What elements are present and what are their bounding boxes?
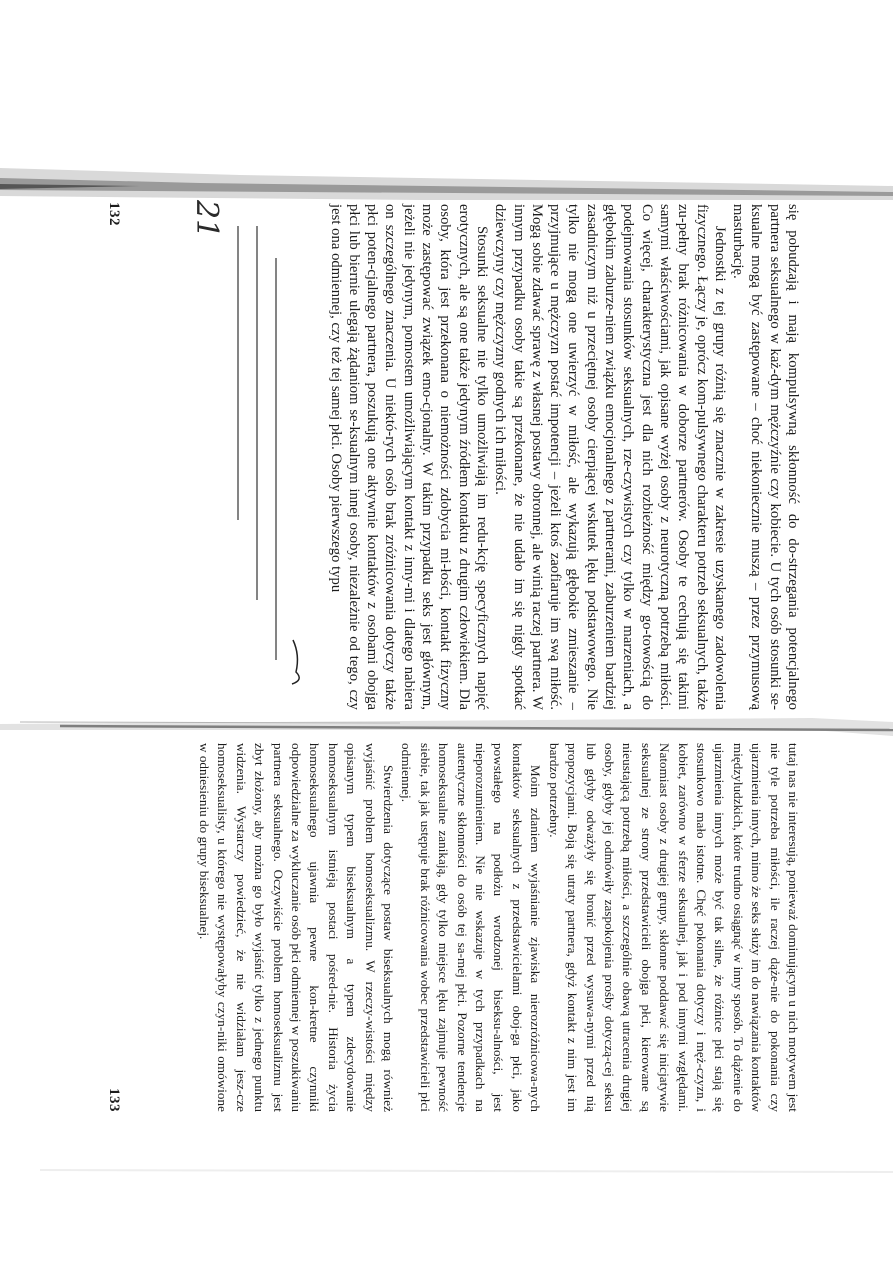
page-133-text (195, 743, 802, 1112)
paragraph: się pobudzają i mają kompulsywną skłonność do do-strzegania potencjalnego partnera seksualnego w każ-dym mężczyźnie czy kobiecie. U tych osób stosunki se-ksualne mogą być zastępowane – choć niekoniecznie muszą – przez przymusową masturbację. (730, 204, 801, 710)
paragraph: Stosunki seksualne nie tylko umożliwiają im redu-kcję specyficznych napięć erotycznych, ale są one także jedynym źródłem kontaktu z drugim człowiekiem. Dla osoby, która jest przekonana o niemożności zdobycia mi-łości, kontakt fizyczny może zastępować związek emo-cjonalny. W takim przypadku seks jest głównym, jeżeli nie jedynym, pomostem umożliwiającym kontakt z inny-mi i dlatego nabiera on szczególnego znaczenia. U niektó-rych osób brak zróżnicowania dotyczy także płci poten-cjalnego partnera, poszukują one aktywnie kontaktów z osobami obojga płci lub biernie ulegają żądaniom se-ksualnym innej osoby, niezależnie od tego, czy jest ona odmiennej, czy też tej samej płci. Osoby pierwszego typu (327, 204, 490, 710)
page-number: 133 (106, 1088, 122, 1112)
handwritten-margin-note: 21 (189, 200, 224, 239)
book-page-133 (88, 735, 812, 1120)
paragraph: Jednostki z tej grupy różnią się znacznie w zakresie uzyskanego zadowolenia fizycznego. Łączy je, oprócz kom-pulsywnego charakteru potrzeb seksualnych, także zu-pełny brak różnicowania w doborze partnerów. Osoby te cechują się takimi samymi właściwościami, jak opisane wyżej osoby z neurotyczną potrzebą miłości. Co więcej, charakterystyczna jest dla nich rozbieżność między go-towością do podejmowania stosunków seksualnych, rze-czywistych czy tylko w marzeniach, a głębokim zaburze-niem związku emocjonalnego z partnerami, zaburzeniem bardziej zasadniczym niż u przeciętnej osoby cierpiącej wskutek lęku podstawowego. Nie tylko nie mogą one uwierzyć w miłość, ale wykazują głębokie zmieszanie – przyjmujące u mężczyzn postać impotencji – jeżeli ktoś zaofiaruje im swą miłość. Mogą sobie zdawać sprawę z własnej postawy obronnej, ale winią raczej partnera. W innym przypadku osoby takie są przekonane, że nie udało im się nigdy spotkać dziewczyny czy mężczyzny godnych ich miłości. (492, 204, 728, 710)
paragraph: Moim zdaniem wyjaśnianie zjawiska nierozróżnicowa-nych kontaktów seksualnych z przedstawicielami oboj-ga płci, jako powstałego na podłożu wrodzonej biseksu-alności, jest nieporozumieniem. Nie nie wskazuje w tych przypadkach na autentyczne skłonności do osób tej sa-mej płci. Pozorne tendencje homoseksualne zanikają, gdy tylko miejsce lęku zajmuje pewność siebie, tak jak ustępuje brak różnicowania wobec przedstawicieli płci odmiennej. (399, 743, 544, 1112)
page-132-text (326, 204, 802, 710)
paragraph: tutaj nas nie interesują, ponieważ dominującym u nich motywem jest nie tyle potrzeba miłości, ile raczej dąże-nie do pokonania czy ujarzmienia innych, mimo że seks służy im do nawiązania kontaktów międzyludzkich, które trudno osiągnąć w inny sposób. To dążenie do ujarzmienia innych może być tak silne, że różnice płci stają się stosunkowo mało istotne. Chęć pokonania dotyczy i męż-czyzn, i kobiet, zarówno w sferze seksualnej, jak i pod innymi względami. Natomiast osoby z drugiej grupy, skłonne poddawać się inicjatywie seksualnej ze strony przedstawicieli obojga płci, kierowane są nieustającą potrzebą miłości, a szczególnie obawą utracenia drugiej osoby, gdyby jej odmówiły zaspokojenia prośby dotyczą-cej seksu lub gdyby odważyły się bronić przed wysuwa-nymi przed nią propozycjami. Boją się utraty partnera, gdyż kontakt z nim jest im bardzo potrzebny. (546, 743, 801, 1112)
book-page-132 (88, 196, 812, 718)
paragraph: Stwierdzenia dotyczące postaw biseksualnych mogą również wyjaśnić problem homoseksualizmu. W rzeczy-wistości między opisanym typem biseksualnym a typem zdecydowanie homoseksualnym istnieją postaci pośred-nie. Historia życia homoseksualnego ujawnia pewne kon-kretne czynniki odpowiedzialne za wykluczanie osób płci odmiennej w poszukiwaniu partnera seksualnego. Oczywiście problem homoseksualizmu jest zbyt złożony, aby można go było wyjaśnić tylko z jednego punktu widzenia. Wystarczy powiedzieć, że nie widziałam jesz-cze homoseksualisty, u którego nie występowałyby czyn-niki omówione w odniesieniu do grupy biseksualnej. (197, 743, 397, 1112)
page-number: 132 (106, 202, 122, 226)
